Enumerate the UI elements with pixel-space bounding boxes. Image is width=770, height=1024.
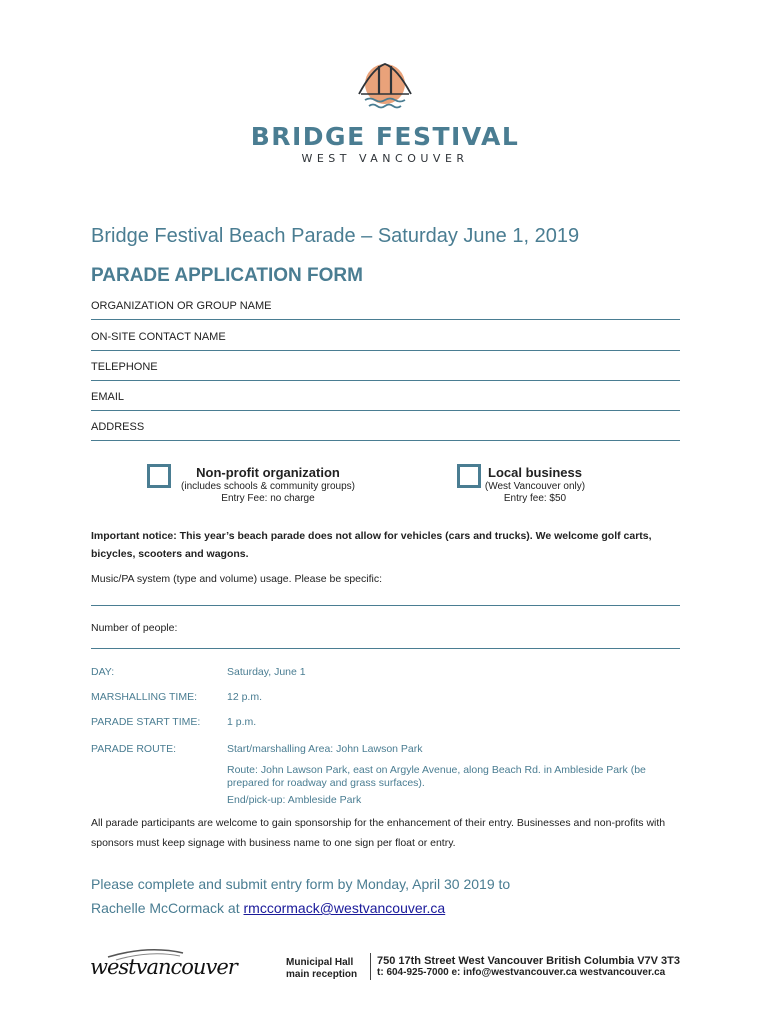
municipal-hall-label — [286, 957, 357, 981]
logo-title: BRIDGE FESTIVAL — [250, 122, 520, 151]
contact-email-link[interactable]: rmccormack@westvancouver.ca — [243, 900, 446, 916]
organization-name-field[interactable] — [91, 300, 680, 320]
business-note: (West Vancouver only) — [484, 481, 586, 492]
nonprofit-checkbox[interactable] — [147, 464, 171, 488]
route-end: End/pick-up: Ambleside Park — [227, 794, 362, 806]
contact-name-field[interactable] — [91, 331, 680, 351]
business-label: Local business — [488, 465, 582, 480]
west-vancouver-logo-text: westvancouver — [90, 955, 237, 979]
address-field[interactable] — [91, 421, 680, 441]
marshalling-value: 12 p.m. — [227, 691, 263, 703]
people-label: Number of people: — [91, 622, 178, 634]
contact-line: t: 604-925-7000 e: info@westvancouver.ca westvancouver.ca — [377, 967, 666, 978]
route-start: Start/marshalling Area: John Lawson Park — [227, 743, 423, 755]
nonprofit-fee: Entry Fee: no charge — [221, 493, 315, 504]
nonprofit-label: Non-profit organization — [196, 465, 340, 480]
route-description: Route: John Lawson Park, east on Argyle Avenue, along Beach Rd. in Ambleside Park (be prepared for roadway and grass surfaces). — [227, 764, 646, 789]
event-title: Bridge Festival Beach Parade – Saturday June 1, 2019 — [91, 225, 580, 247]
logo-subtitle: WEST VANCOUVER — [301, 152, 469, 165]
telephone-label: TELEPHONE — [91, 361, 158, 373]
telephone-field[interactable] — [91, 361, 680, 381]
bridge-logo-icon — [355, 60, 415, 116]
contact-name-label: ON-SITE CONTACT NAME — [91, 331, 226, 343]
day-label: DAY: — [91, 666, 115, 678]
route-label: PARADE ROUTE: — [91, 743, 176, 755]
people-input-line[interactable] — [91, 648, 680, 649]
submit-instructions: Please complete and submit entry form by Monday, April 30 2019 to — [91, 876, 511, 892]
email-field[interactable] — [91, 391, 680, 411]
form-title: PARADE APPLICATION FORM — [91, 265, 363, 286]
marshalling-label: MARSHALLING TIME: — [91, 691, 197, 703]
footer-divider — [370, 953, 371, 980]
day-value: Saturday, June 1 — [227, 666, 306, 678]
submit-contact — [91, 900, 445, 916]
email-label: EMAIL — [91, 391, 125, 403]
address-label: ADDRESS — [91, 421, 145, 433]
footer-address — [377, 955, 680, 979]
business-option — [475, 465, 595, 505]
submit-contact-prefix: Rachelle McCormack at — [91, 900, 244, 916]
start-time-label: PARADE START TIME: — [91, 716, 201, 728]
nonprofit-option — [173, 465, 363, 505]
important-notice: Important notice: This year’s beach parade does not allow for vehicles (cars and trucks). We welcome golf carts, bicycles, scooters and wagons. — [91, 530, 652, 560]
start-time-value: 1 p.m. — [227, 716, 257, 728]
hall-line2: main reception — [286, 969, 358, 980]
hall-line1: Municipal Hall — [286, 957, 354, 968]
business-fee: Entry fee: $50 — [503, 493, 567, 504]
organization-name-label: ORGANIZATION OR GROUP NAME — [91, 300, 272, 312]
sponsor-text: All parade participants are welcome to gain sponsorship for the enhancement of their entry. Businesses and non-profits with sponsors must keep signage with business name to one sign per float or entry. — [91, 817, 666, 849]
nonprofit-note: (includes schools & community groups) — [181, 481, 355, 492]
music-input-line[interactable] — [91, 605, 680, 606]
festival-logo — [0, 60, 770, 165]
address-line: 750 17th Street West Vancouver British Columbia V7V 3T3 — [377, 955, 681, 967]
music-label: Music/PA system (type and volume) usage. Please be specific: — [91, 573, 383, 585]
